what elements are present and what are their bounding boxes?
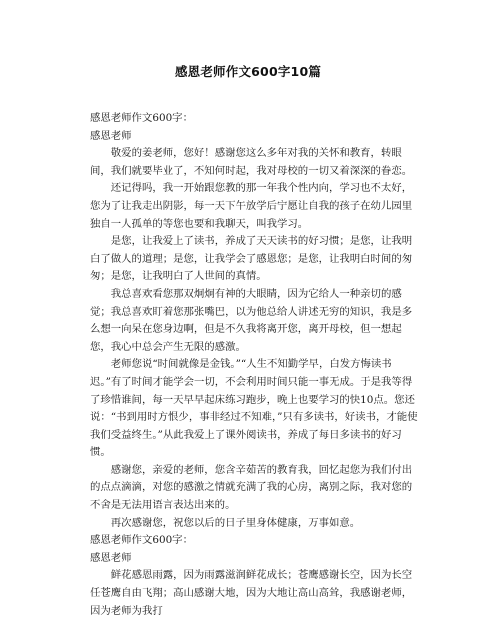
paragraph: 感恩老师 (90, 129, 132, 142)
paragraph: 敬爱的姜老师，您好！感谢您这么多年对我的关怀和教育，转眼间，我们就要毕业了，不知何时起，我对母校的一切又着深深的眷恋。 (90, 147, 413, 177)
document-body (90, 110, 422, 620)
paragraph: 感恩老师作文600字： (90, 534, 193, 547)
paragraph: 再次感谢您，祝您以后的日子里身体健康，万事如意。 (110, 516, 361, 529)
paragraph: 是您，让我爱上了读书，养成了天天读书的好习惯；是您，让我明白了做人的道理；是您，让我学会了感恩您；是您，让我明白时间的匆匆；是您，让我明白了人世间的真情。 (90, 235, 413, 283)
paragraph: 我总喜欢看您那双炯炯有神的大眼睛，因为它给人一种亲切的感觉；我总喜欢盯着您那张嘴巴，以为他总给人讲述无穷的知识，我是多么想一向呆在您身边啊，但是不久我将离开您，离开母校，但一想起您，我心中总会产生无限的感激。 (90, 287, 413, 353)
paragraph: 感谢您，亲爱的老师，您含辛茹苦的教育我，回忆起您为我们付出的点点滴滴，对您的感激之情就充满了我的心房，离别之际，我对您的不舍是无法用语言表达出来的。 (90, 463, 413, 512)
paragraph: 鲜花感恩雨露，因为雨露滋润鲜花成长；苍鹰感谢长空，因为长空任苍鹰自由飞翔；高山感谢大地，因为大地让高山高耸，我感谢老师，因为老师为我打 (90, 569, 413, 617)
paragraph: 还记得吗，我一开始跟您教的那一年我个性内向，学习也不太好，您为了让我走出阴影，每一天下午放学后宁愿让自我的孩子在幼儿园里独自一人孤单的等您也要和我聊天，叫我学习。 (90, 182, 413, 230)
paragraph: 感恩老师 (90, 551, 132, 564)
paragraph: 感恩老师作文600字： (90, 112, 193, 124)
document-title: 感恩老师作文600字10篇 (174, 64, 322, 79)
paragraph: 老师您说“时间就像是金钱。”“人生不知勤学早，白发方悔读书迟。”有了时间才能学会一切，不会利用时间只能一事无成。于是我等得了珍惜谁间，每一天早早起床练习跑步，晚上也要学习的快10点。您还说：“书到用时方恨少，事非经过不知难，”只有多读书，好读书，才能使我们受益终生。”从此我爱上了课外阅读书，养成了每日多读书的好习惯。 (90, 358, 418, 459)
